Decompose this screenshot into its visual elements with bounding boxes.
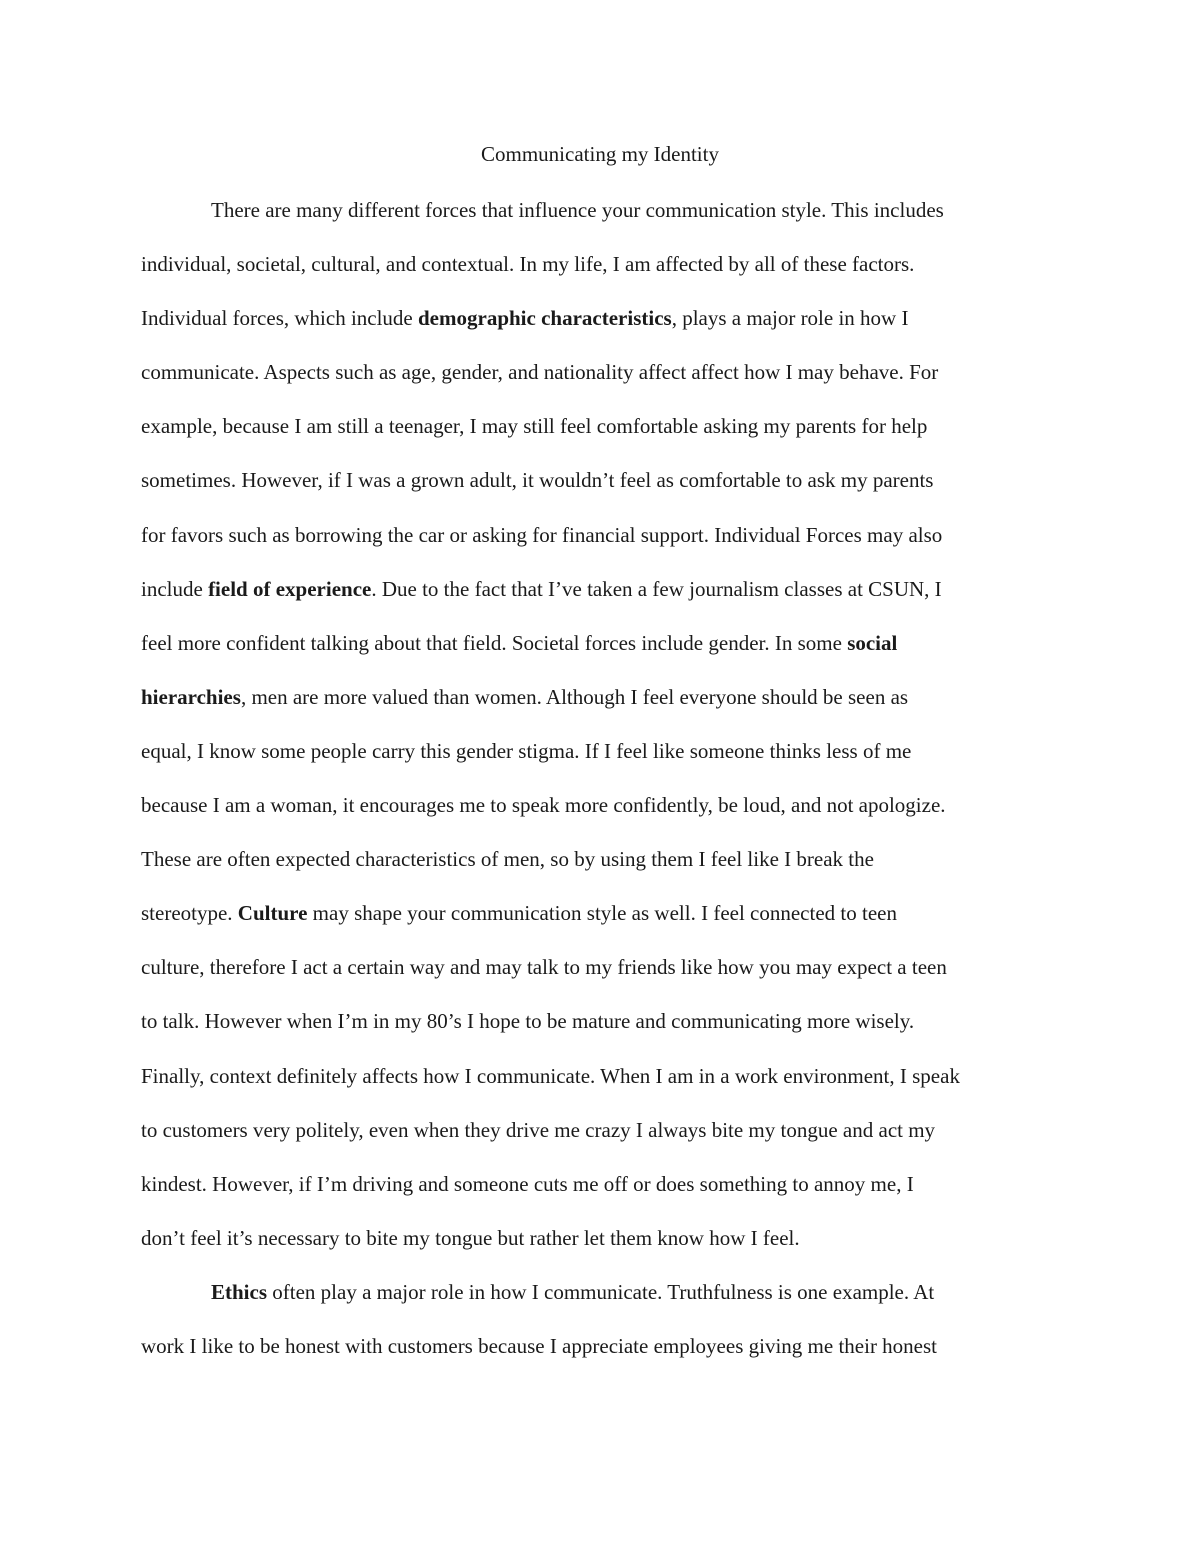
text-segment: to talk. However when I’m in my 80’s I hope to be mature and communicating more wisely.: [141, 1009, 915, 1034]
text-line: [141, 683, 1071, 737]
text-segment: include: [141, 576, 209, 601]
text-line: [141, 466, 1071, 520]
text-line: [141, 358, 1071, 412]
text-line: [141, 1332, 1071, 1386]
text-line: [141, 1116, 1071, 1170]
text-segment: communicate. Aspects such as age, gender, and nationality affect affect how I may behave. For: [141, 360, 939, 385]
text-segment: , plays a major role in how I: [671, 306, 909, 331]
text-segment: kindest. However, if I’m driving and someone cuts me off or does something to annoy me, I: [141, 1171, 914, 1196]
text-line: [141, 845, 1071, 899]
text-segment: for favors such as borrowing the car or asking for financial support. Individual Forces may also: [141, 522, 943, 547]
bold-term: social: [847, 630, 898, 655]
bold-term: Culture: [237, 901, 308, 926]
bold-term: field of experience: [208, 576, 372, 601]
text-segment: equal, I know some people carry this gender stigma. If I feel like someone thinks less of me: [141, 738, 912, 763]
text-line: [141, 629, 1071, 683]
text-segment: to customers very politely, even when they drive me crazy I always bite my tongue and act my: [141, 1117, 936, 1142]
text-segment: because I am a woman, it encourages me to speak more confidently, be loud, and not apologize.: [141, 793, 946, 818]
text-line: [141, 1170, 1071, 1224]
text-segment: example, because I am still a teenager, I may still feel comfortable asking my parents for help: [141, 414, 928, 439]
text-line: [141, 737, 1071, 791]
text-segment: , men are more valued than women. Although I feel everyone should be seen as: [240, 684, 909, 709]
text-segment: Finally, context definitely affects how I communicate. When I am in a work environment, I speak: [141, 1063, 960, 1088]
text-segment: don’t feel it’s necessary to bite my tongue but rather let them know how I feel.: [141, 1225, 800, 1250]
text-segment: often play a major role in how I communicate. Truthfulness is one example. At: [267, 1279, 935, 1304]
bold-term: hierarchies: [141, 684, 241, 709]
text-segment: sometimes. However, if I was a grown adult, it wouldn’t feel as comfortable to ask my parents: [141, 468, 934, 493]
text-line: [141, 953, 1071, 1007]
text-line: [141, 304, 1071, 358]
text-segment: These are often expected characteristics of men, so by using them I feel like I break the: [141, 847, 874, 872]
text-segment: work I like to be honest with customers because I appreciate employees giving me their honest: [141, 1333, 938, 1358]
text-segment: Individual forces, which include: [141, 306, 418, 331]
text-line: [141, 1278, 1071, 1332]
text-line: [141, 575, 1071, 629]
text-segment: may shape your communication style as well. I feel connected to teen: [307, 901, 897, 926]
bold-term: Ethics: [211, 1279, 268, 1304]
text-segment: stereotype.: [141, 901, 238, 926]
text-line: [141, 1062, 1071, 1116]
document-body: [141, 196, 1071, 1386]
document-title: Communicating my Identity: [481, 142, 719, 166]
text-segment: There are many different forces that influence your communication style. This includes: [211, 198, 944, 222]
text-line: [141, 196, 1071, 250]
text-line: [141, 791, 1071, 845]
text-segment: individual, societal, cultural, and contextual. In my life, I am affected by all of these factors.: [141, 252, 915, 277]
bold-term: demographic characteristics: [418, 306, 672, 331]
text-line: [141, 412, 1071, 466]
text-line: [141, 899, 1071, 953]
text-line: [141, 1224, 1071, 1278]
text-line: [141, 1007, 1071, 1061]
text-segment: feel more confident talking about that field. Societal forces include gender. In some: [141, 630, 848, 655]
text-line: [141, 521, 1071, 575]
text-segment: . Due to the fact that I’ve taken a few journalism classes at CSUN, I: [371, 576, 942, 601]
text-segment: culture, therefore I act a certain way and may talk to my friends like how you may expect a teen: [141, 955, 947, 980]
text-line: [141, 250, 1071, 304]
